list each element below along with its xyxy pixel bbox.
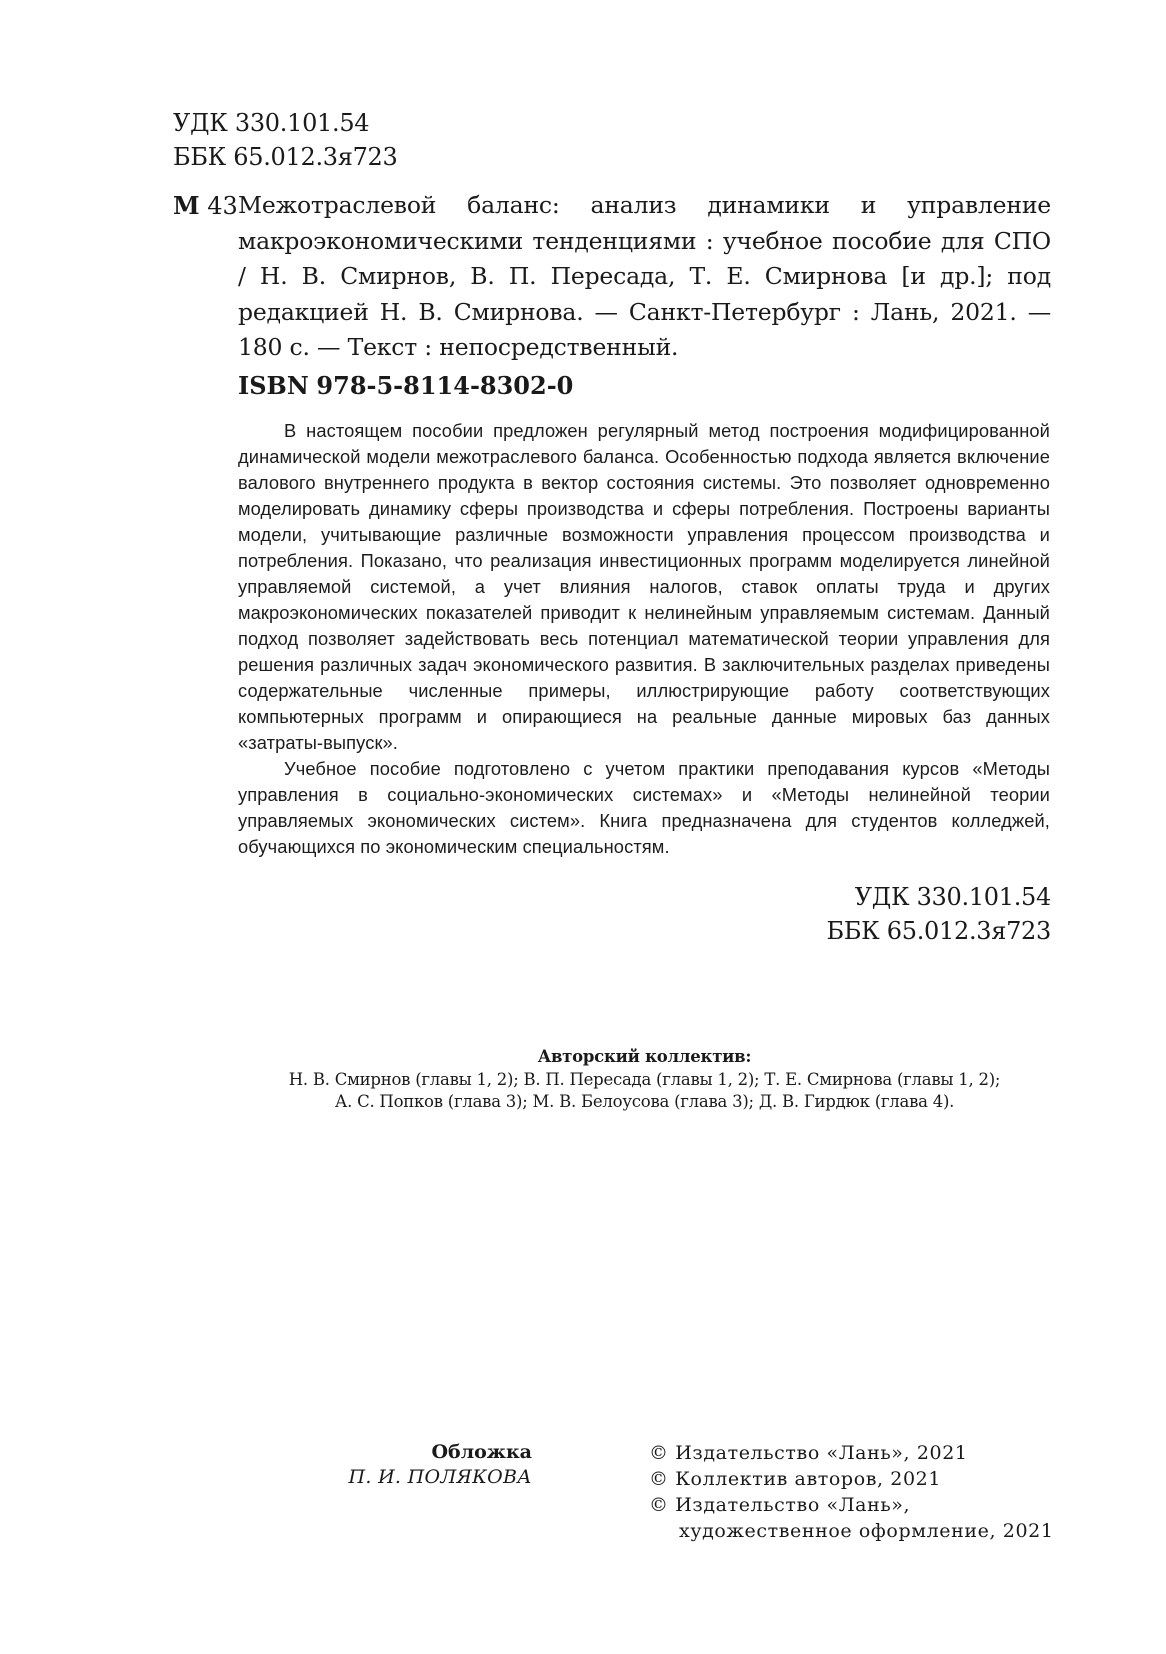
bbk-code: ББК 65.012.3я723 (826, 917, 1051, 945)
author-collective-line: Н. В. Смирнов (главы 1, 2); В. П. Пересада (главы 1, 2); Т. Е. Смирнова (главы 1, 2); (288, 1069, 1001, 1089)
udk-code: УДК 330.101.54 (854, 883, 1051, 911)
cover-label: Обложка (431, 1441, 532, 1463)
bbk-code: ББК 65.012.3я723 (173, 143, 398, 171)
author-collective-line: А. С. Попков (глава 3); М. В. Белоусова (глава 3); Д. В. Гирдюк (глава 4). (334, 1092, 955, 1111)
classification-top (173, 106, 398, 174)
author-sign-letter: М (173, 191, 200, 220)
copyright-line: © Издательство «Лань», (649, 1494, 911, 1516)
cover-credit (349, 1440, 532, 1490)
author-sign (173, 188, 238, 224)
copyright-line: © Коллектив авторов, 2021 (649, 1468, 942, 1490)
classification-bottom (826, 880, 1051, 948)
bibliographic-record (238, 188, 1051, 366)
copyright-line: художественное оформление, 2021 (679, 1520, 1054, 1542)
author-collective-heading: Авторский коллектив: (537, 1047, 752, 1066)
bibliographic-record-text: Межотраслевой баланс: анализ динамики и управление макроэкономическими тенденциями : учебное пособие для СПО / Н. В. Смирнов, В. П. Пересада, Т. Е. Смирнова [и др.]; под редакцией Н. В. Смирнова. — Санкт-Петербург : Лань, 2021. — 180 с. — Текст : непосредственный. (238, 191, 1051, 361)
isbn-number: 978-5-8114-8302-0 (316, 371, 574, 400)
isbn (238, 370, 573, 402)
author-collective (238, 1046, 1051, 1114)
annotation (238, 418, 1050, 860)
udk-code: УДК 330.101.54 (173, 109, 370, 137)
annotation-paragraph: В настоящем пособии предложен регулярный метод построения модифицированной динамической модели межотраслевого баланса. Особенностью подхода является включение валового внутреннего продукта в вектор состояния системы. Это позволяет одновременно моделировать динамику сферы производства и сферы потребления. Построены варианты модели, учитывающие различные возможности управления процессом производства и потребления. Показано, что реализация инвестиционных программ моделируется линейной управляемой системой, а учет влияния налогов, ставок оплаты труда и других макроэкономических показателей приводит к нелинейным управляемым системам. Данный подход позволяет задействовать весь потенциал математической теории управления для решения различных задач экономического развития. В заключительных разделах приведены содержательные численные примеры, иллюстрирующие работу соответствующих компьютерных программ и опирающиеся на реальные данные мировых баз данных «затраты-выпуск». (238, 420, 1050, 753)
cover-artist: П. И. ПОЛЯКОВА (348, 1466, 532, 1488)
copyright-line: © Издательство «Лань», 2021 (649, 1442, 968, 1464)
isbn-label: ISBN (238, 371, 309, 400)
annotation-paragraph: Учебное пособие подготовлено с учетом практики преподавания курсов «Методы управления в социально-экономических системах» и «Методы нелинейной теории управляемых экономических систем». Книга предназначена для студентов колледжей, обучающихся по экономическим специальностям. (238, 758, 1050, 857)
author-sign-number: 43 (207, 192, 238, 220)
copyright-block (649, 1440, 1054, 1544)
